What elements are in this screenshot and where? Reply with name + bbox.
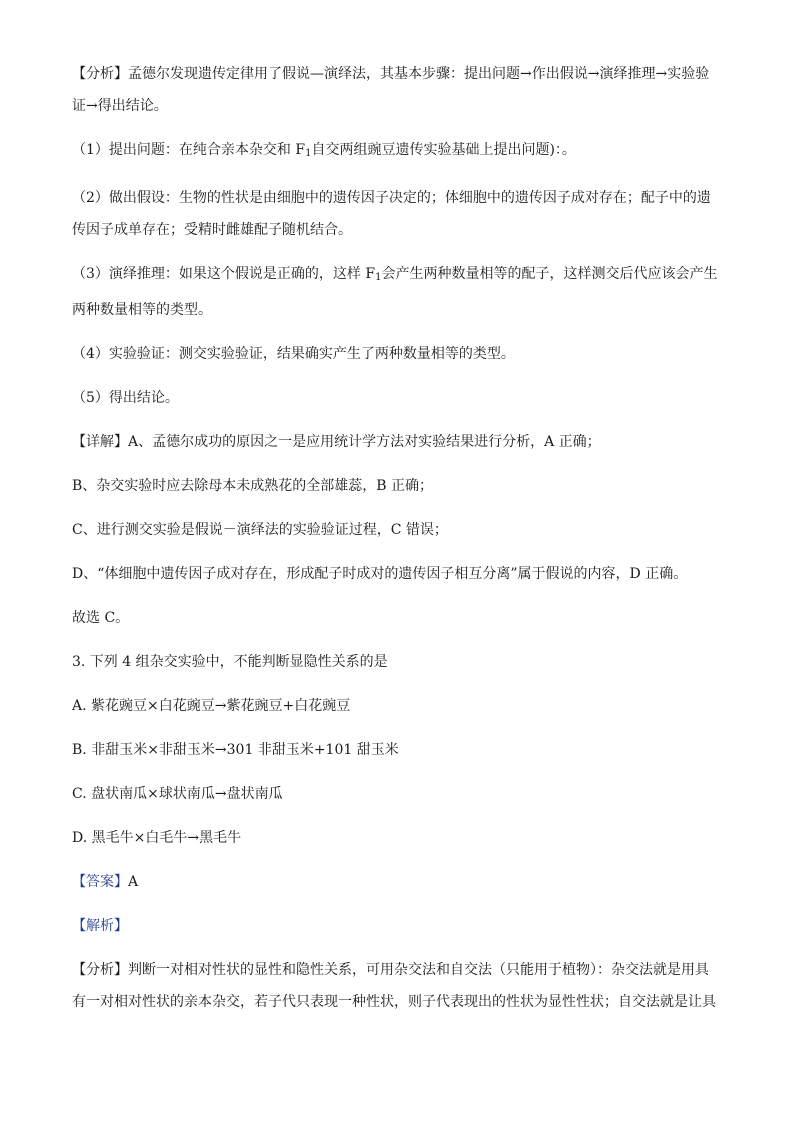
analysis-paragraph-1: [72, 58, 740, 122]
question-3-stem: 3. 下列 4 组杂交实验中，不能判断显隐性关系的是: [72, 654, 388, 670]
answer-tag: 【答案】: [72, 874, 128, 890]
analysis-paragraph-2: [72, 954, 740, 1018]
document-page: [72, 58, 740, 1018]
step-2: [72, 182, 740, 246]
question-3-option-c: C. 盘状南瓜×球状南瓜→盘状南瓜: [72, 786, 283, 802]
explanation-line: [72, 910, 740, 942]
analysis-2-line-2: 有一对相对性状的亲本杂交，若子代只表现一种性状，则子代表现出的性状为显性性状；自交法就是让具: [72, 994, 716, 1010]
step-1-prefix: （1）提出问题：在纯合亲本杂交和 F: [72, 142, 306, 158]
details-a-text: A、孟德尔成功的原因之一是应用统计学方法对实验结果进行分析，A 正确；: [128, 434, 601, 450]
analysis-2-line-1: 判断一对相对性状的显性和隐性关系，可用杂交法和自交法（只能用于植物）：杂交法就是用具: [128, 962, 709, 978]
analysis-tag: 【分析】: [72, 66, 128, 82]
step-4: （4）实验验证：测交实验验证，结果确实产生了两种数量相等的类型。: [72, 346, 515, 362]
analysis-2-tag: 【分析】: [72, 962, 128, 978]
details-b: B、杂交实验时应去除母本未成熟花的全部雄蕊，B 正确；: [72, 478, 434, 494]
step-1: [72, 134, 740, 170]
step-3-subscript: 1: [375, 272, 382, 283]
question-3-option-b: B. 非甜玉米×非甜玉米→301 非甜玉米+101 甜玉米: [72, 742, 399, 758]
answer-line: [72, 866, 740, 898]
details-tag: 【详解】: [72, 434, 128, 450]
step-1-suffix: 自交两组豌豆遗传实验基础上提出问题)：。: [311, 142, 576, 158]
step-5: （5）得出结论。: [72, 390, 179, 406]
details-d: D、“体细胞中遗传因子成对存在，形成配子时成对的遗传因子相互分离”属于假说的内容，D 正确。: [72, 566, 688, 582]
step-1-subscript: 1: [305, 148, 312, 159]
step-3-prefix: （3）演绎推理：如果这个假说是正确的，这样 F: [72, 266, 376, 282]
analysis-text-line-1: 孟德尔发现遗传定律用了假说—演绎法，其基本步骤：提出问题→作出假说→演绎推理→实验验: [128, 66, 710, 82]
step-3-suffix: 会产生两种数量相等的配子，这样测交后代应该会产生: [381, 266, 718, 282]
answer-value: A: [128, 874, 139, 890]
step-3-line-2: 两种数量相等的类型。: [72, 302, 212, 318]
step-2-line-2: 传因子成单存在；受精时雌雄配子随机结合。: [72, 222, 352, 238]
analysis-text-line-2: 证→得出结论。: [72, 98, 168, 114]
explanation-tag: 【解析】: [72, 918, 128, 934]
details-c: C、进行测交实验是假说－演绎法的实验验证过程，C 错误；: [72, 522, 448, 538]
step-2-line-1: （2）做出假设：生物的性状是由细胞中的遗传因子决定的；体细胞中的遗传因子成对存在；配子中的遗: [72, 190, 711, 206]
details-a: [72, 426, 740, 458]
step-3: [72, 258, 740, 326]
question-3-option-a: A. 紫花豌豆×白花豌豆→紫花豌豆+白花豌豆: [72, 698, 351, 714]
details-conclusion: 故选 C。: [72, 610, 130, 626]
question-3-option-d: D. 黑毛牛×白毛牛→黑毛牛: [72, 830, 242, 846]
